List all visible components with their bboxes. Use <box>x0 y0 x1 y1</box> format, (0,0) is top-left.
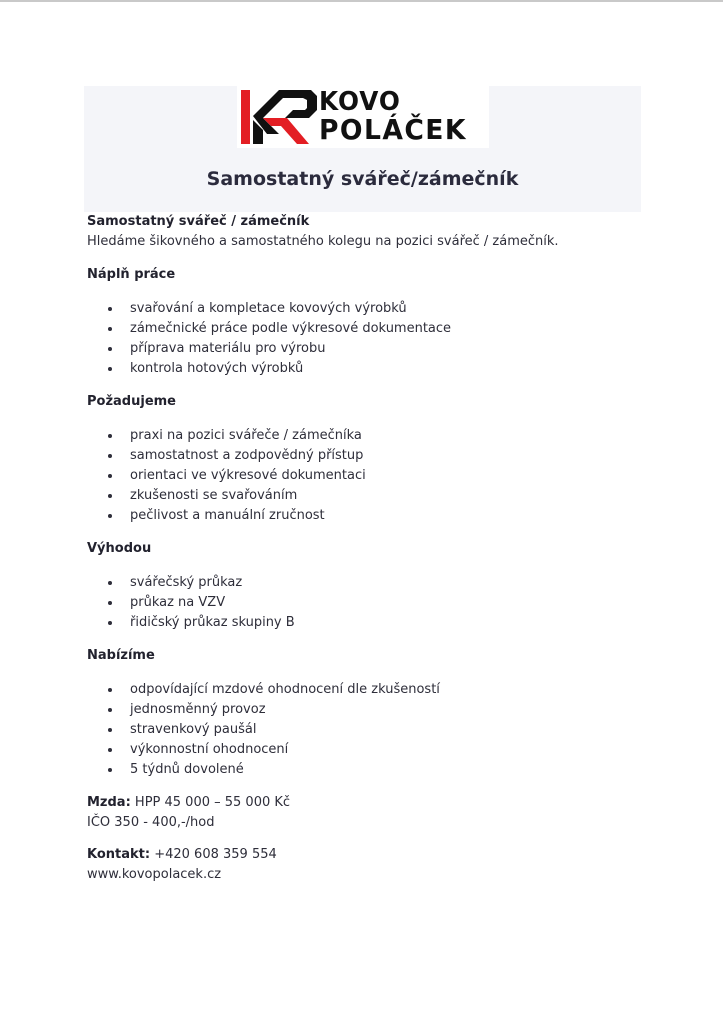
list-vyhodou <box>87 573 647 633</box>
header-banner <box>84 86 641 212</box>
list-item: zkušenosti se svařováním <box>130 486 647 506</box>
contact-phone[interactable]: +420 608 359 554 <box>150 847 277 862</box>
section-heading-pozadujeme: Požadujeme <box>87 394 176 409</box>
list-item: zámečnické práce podle výkresové dokumentace <box>130 319 647 339</box>
intro-text: Hledáme šikovného a samostatného kolegu na pozici svářeč / zámečník. <box>87 234 559 249</box>
salary-value: HPP 45 000 – 55 000 Kč <box>130 795 291 810</box>
salary-label: Mzda: <box>87 795 131 810</box>
list-item: samostatnost a zodpovědný přístup <box>130 446 647 466</box>
list-item: 5 týdnů dovolené <box>130 760 647 780</box>
contact-website-link[interactable]: www.kovopolacek.cz <box>87 867 222 882</box>
page-top-border <box>0 0 723 2</box>
list-napln-prace <box>87 299 647 379</box>
list-item: svářečský průkaz <box>130 573 647 593</box>
salary-line <box>87 793 647 813</box>
list-item: řidičský průkaz skupiny B <box>130 613 647 633</box>
list-item: jednosměnný provoz <box>130 700 647 720</box>
list-item: orientaci ve výkresové dokumentaci <box>130 466 647 486</box>
list-item: odpovídající mzdové ohodnocení dle zkušeností <box>130 680 647 700</box>
list-item: praxi na pozici svářeče / zámečníka <box>130 426 647 446</box>
list-item: svařování a kompletace kovových výrobků <box>130 299 647 319</box>
list-item: stravenkový paušál <box>130 720 647 740</box>
contact-label: Kontakt: <box>87 847 151 862</box>
page-title: Samostatný svářeč/zámečník <box>206 168 519 190</box>
list-item: průkaz na VZV <box>130 593 647 613</box>
salary-hourly: IČO 350 - 400,-/hod <box>87 815 215 830</box>
list-item: pečlivost a manuální zručnost <box>130 506 647 526</box>
list-nabizime <box>87 680 647 780</box>
list-pozadujeme <box>87 426 647 526</box>
logo-text-line2: POLÁČEK <box>319 113 467 146</box>
contact-line <box>87 845 647 865</box>
list-item: kontrola hotových výrobků <box>130 359 647 379</box>
company-logo <box>237 86 489 148</box>
list-item: příprava materiálu pro výrobu <box>130 339 647 359</box>
logo-text-line1: KOVO <box>319 87 401 117</box>
section-heading-nabizime: Nabízíme <box>87 648 155 663</box>
job-description <box>87 212 647 885</box>
kp-monogram-logo-icon <box>241 90 317 144</box>
section-heading-vyhodou: Výhodou <box>87 541 152 556</box>
section-heading-napln-prace: Náplň práce <box>87 267 176 282</box>
intro-heading: Samostatný svářeč / zámečník <box>87 214 310 229</box>
list-item: výkonnostní ohodnocení <box>130 740 647 760</box>
